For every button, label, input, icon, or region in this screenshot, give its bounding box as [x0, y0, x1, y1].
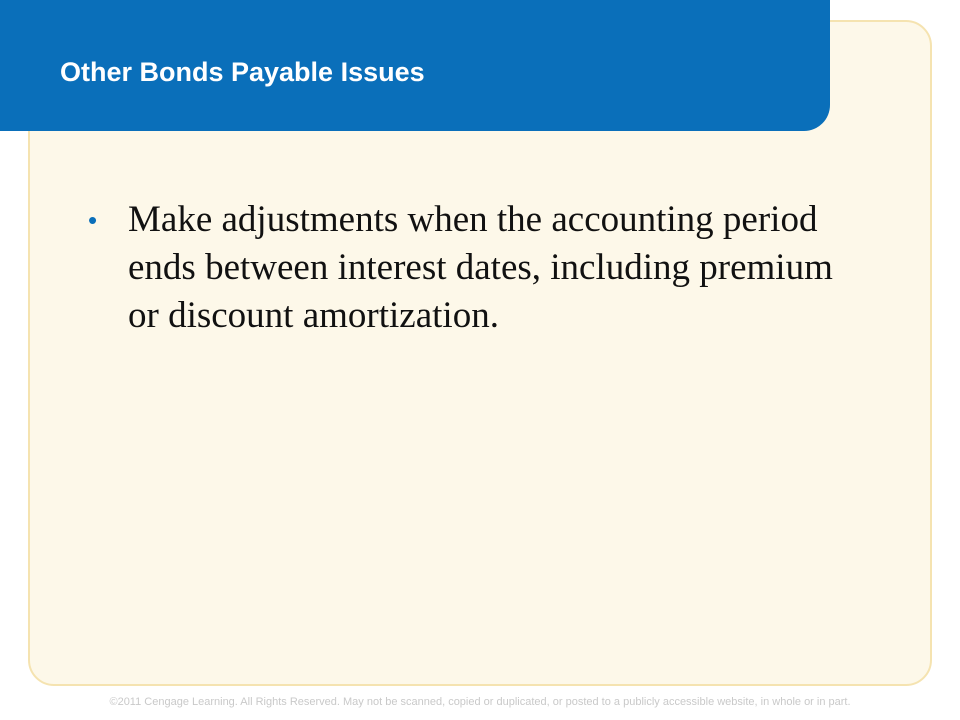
bullet-marker: • [88, 205, 98, 235]
title-banner [0, 0, 830, 131]
copyright-footer: ©2011 Cengage Learning. All Rights Reserved. May not be scanned, copied or duplicated, or posted to a publicly accessible website, in whole or in part. [109, 696, 851, 708]
bullet-list [88, 196, 848, 340]
slide-title: Other Bonds Payable Issues [60, 57, 425, 87]
bullet-item [88, 196, 848, 340]
bullet-text: Make adjustments when the accounting period ends between interest dates, including premium or discount amortization. [128, 199, 833, 336]
